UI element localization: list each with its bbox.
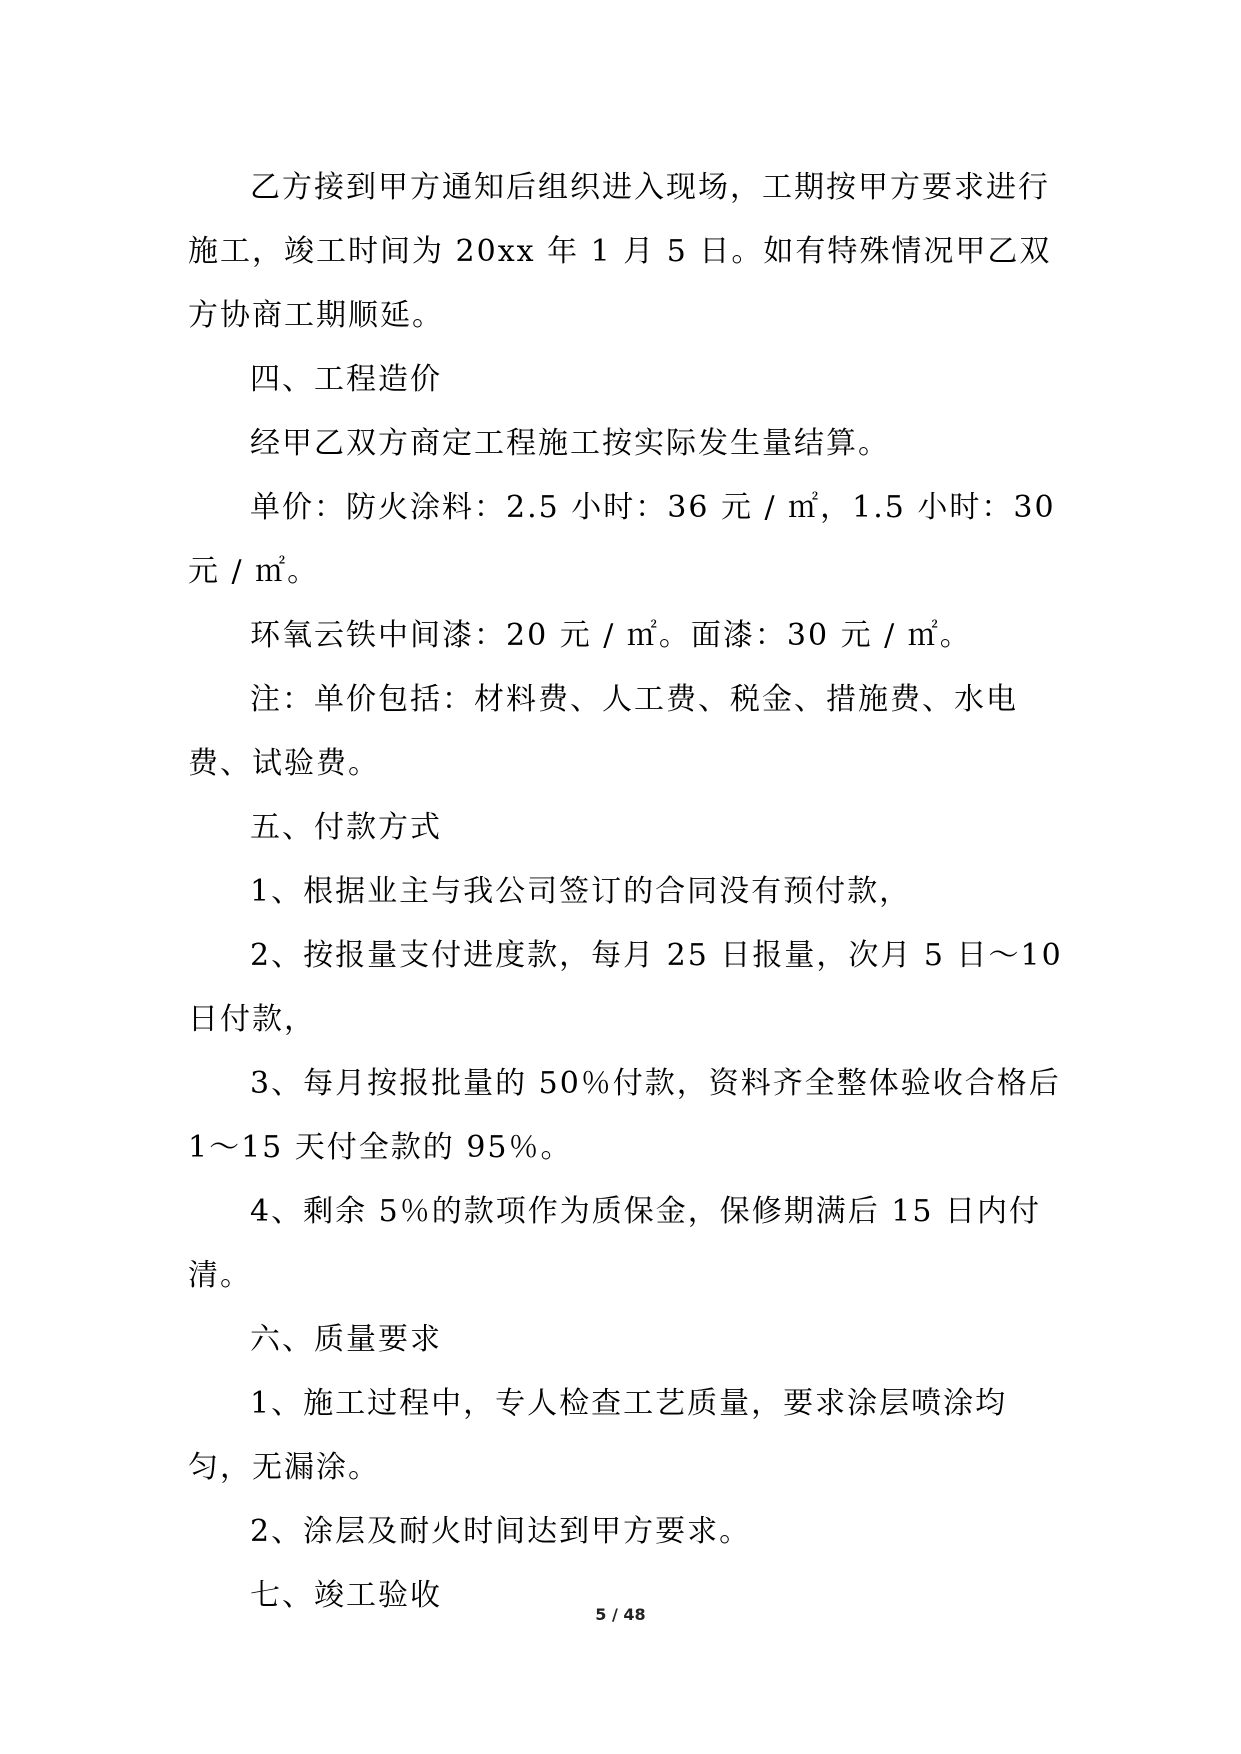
paragraph-schedule: 乙方接到甲方通知后组织进入现场，工期按甲方要求进行施工，竣工时间为 20xx 年 1 月 5 日。如有特殊情况甲乙双方协商工期顺延。 [188, 170, 1052, 333]
paragraph-quality-2: 2、涂层及耐火时间达到甲方要求。 [250, 1514, 752, 1549]
heading-payment-method: 五、付款方式 [250, 810, 442, 845]
paragraph-unit-price-fireproof: 单价：防火涂料：2.5 小时：36 元 / ㎡，1.5 小时：30 元 / ㎡。 [188, 490, 1056, 589]
paragraph-unit-price-paint: 环氧云铁中间漆：20 元 / ㎡。面漆：30 元 / ㎡。 [250, 618, 972, 653]
paragraph-payment-1: 1、根据业主与我公司签订的合同没有预付款， [250, 874, 912, 909]
heading-project-cost: 四、工程造价 [250, 362, 442, 397]
paragraph-payment-3: 3、每月按报批量的 50％付款，资料齐全整体验收合格后 1～15 天付全款的 95％。 [188, 1066, 1061, 1165]
paragraph-quality-1: 1、施工过程中，专人检查工艺质量，要求涂层喷涂均匀，无漏涂。 [188, 1386, 1008, 1485]
page-number: 5 / 48 [595, 1605, 646, 1624]
paragraph-payment-4: 4、剩余 5％的款项作为质保金，保修期满后 15 日内付清。 [188, 1194, 1041, 1293]
heading-completion-acceptance: 七、竣工验收 [250, 1578, 442, 1613]
paragraph-price-note: 注：单价包括：材料费、人工费、税金、措施费、水电费、试验费。 [188, 682, 1018, 781]
paragraph-settlement: 经甲乙双方商定工程施工按实际发生量结算。 [250, 426, 890, 461]
heading-quality-requirements: 六、质量要求 [250, 1322, 442, 1357]
document-body [188, 156, 1068, 1628]
paragraph-payment-2: 2、按报量支付进度款，每月 25 日报量，次月 5 日～10 日付款， [188, 938, 1063, 1037]
